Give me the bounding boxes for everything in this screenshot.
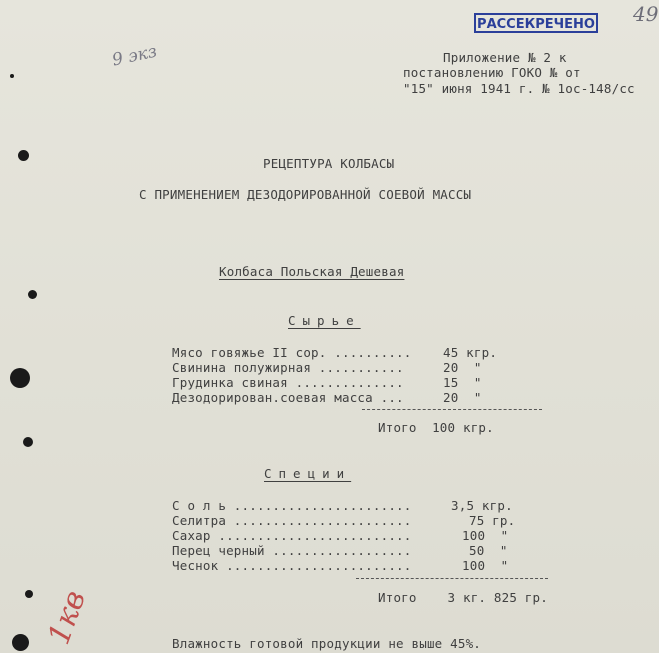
raw-item-name: Грудинка свиная .............. <box>172 375 404 390</box>
copies-note: 9 экз <box>110 41 159 71</box>
raw-total: Итого 100 кгр. <box>378 420 494 435</box>
raw-item-qty: 45 кгр. <box>443 345 498 360</box>
product-name: Колбаса Польская Дешевая <box>219 264 405 279</box>
spice-item-qty: 100 " <box>462 528 509 543</box>
spices-heading: Специи <box>264 466 352 481</box>
title-line-2: С ПРИМЕНЕНИЕМ ДЕЗОДОРИРОВАННОЙ СОЕВОЙ МАССЫ <box>139 187 472 202</box>
raw-item-qty: 20 " <box>443 360 482 375</box>
punch-hole <box>10 74 14 78</box>
annex-line-3: "15" июня 1941 г. № 1ос-148/сс <box>403 81 635 96</box>
punch-hole <box>10 368 30 388</box>
spice-item-name: Чеснок ........................ <box>172 558 412 573</box>
punch-hole <box>28 290 37 299</box>
spices-total-rule <box>356 578 548 579</box>
declassified-stamp: РАССЕКРЕЧЕНО <box>474 13 598 33</box>
raw-item-name: Мясо говяжье II сор. .......... <box>172 345 412 360</box>
red-handwritten-note: 1кв <box>41 585 93 650</box>
punch-hole <box>23 437 33 447</box>
spice-item-name: С о л ь ....................... <box>172 498 412 513</box>
moisture-note: Влажность готовой продукции не выше 45%. <box>172 636 482 651</box>
title-line-1: РЕЦЕПТУРА КОЛБАСЫ <box>263 156 395 171</box>
raw-heading: Сырье <box>288 313 361 328</box>
spice-item-name: Перец черный .................. <box>172 543 412 558</box>
raw-total-rule <box>362 409 542 410</box>
spices-total: Итого 3 кг. 825 гр. <box>378 590 548 605</box>
raw-item-qty: 20 " <box>443 390 482 405</box>
spice-item-qty: 50 " <box>469 543 508 558</box>
spice-item-qty: 100 " <box>462 558 509 573</box>
annex-line-1: Приложение № 2 к <box>443 50 567 65</box>
raw-item-name: Свинина полужирная ........... <box>172 360 404 375</box>
raw-item-qty: 15 " <box>443 375 482 390</box>
punch-hole <box>18 150 29 161</box>
spice-item-qty: 75 гр. <box>469 513 516 528</box>
spice-item-qty: 3,5 кгр. <box>451 498 513 513</box>
page-number: 49 <box>633 2 659 26</box>
spice-item-name: Сахар ......................... <box>172 528 412 543</box>
annex-line-2: постановлению ГОКО № от <box>403 65 581 80</box>
spice-item-name: Селитра ....................... <box>172 513 412 528</box>
raw-item-name: Дезодорирован.соевая масса ... <box>172 390 404 405</box>
punch-hole <box>25 590 33 598</box>
punch-hole <box>12 634 29 651</box>
